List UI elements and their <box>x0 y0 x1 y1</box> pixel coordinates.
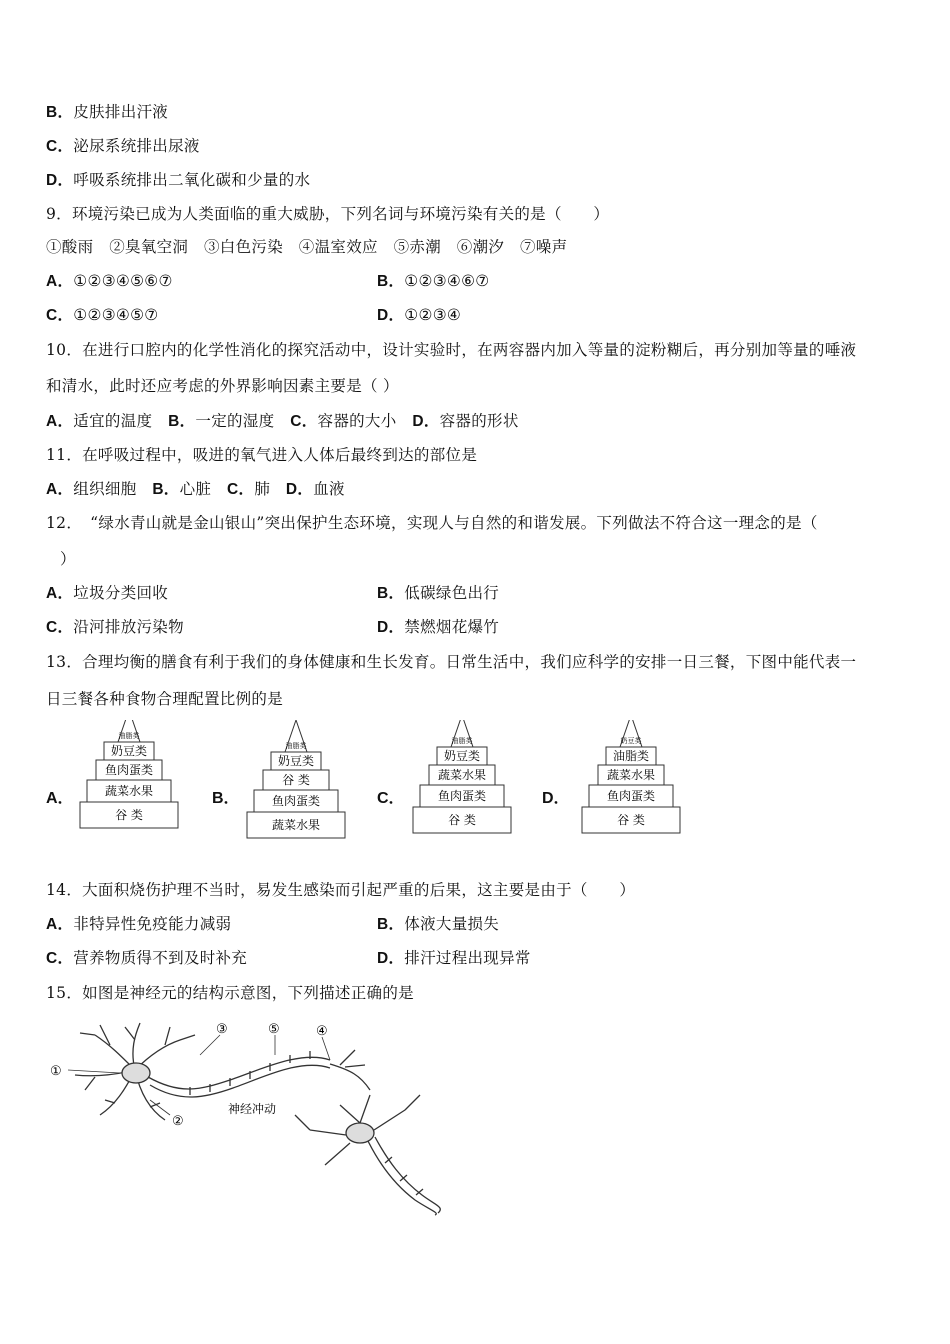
q9-option-d: D．①②③④ <box>377 306 462 324</box>
q8-option-c: C．泌尿系统排出尿液 <box>46 137 200 155</box>
pyramid-level-label: 油脂类 <box>451 737 473 745</box>
pyramid-level-label: 鱼肉蛋类 <box>104 763 154 777</box>
q10-stem-line2: 和清水，此时还应考虑的外界影响因素主要是（ ） <box>46 377 399 395</box>
pyramid-level-label: 鱼肉蛋类 <box>437 789 487 803</box>
q14-option-d: D．排汗过程出现异常 <box>377 949 531 967</box>
pyramid-level-label: 鱼肉蛋类 <box>271 794 321 808</box>
pyramid-a <box>80 720 178 828</box>
q9-options-row2 <box>46 305 462 326</box>
q15-stem: 15．如图是神经元的结构示意图，下列描述正确的是 <box>46 984 414 1002</box>
q12-stem-line1: 12． “绿水青山就是金山银山”突出保护生态环境，实现人与自然的和谐发展。下列做法不符合这一理念的是（ <box>46 514 818 532</box>
label-3: ③ <box>216 1022 228 1037</box>
label-4: ④ <box>316 1024 328 1039</box>
label-2: ② <box>172 1114 184 1129</box>
pyramid-level-label: 蔬菜水果 <box>437 768 487 782</box>
pyramid-level-label: 奶豆类 <box>277 754 315 768</box>
pyramid-level-label: 鱼肉蛋类 <box>606 789 656 803</box>
q14-stem: 14．大面积烧伤护理不当时，易发生感染而引起严重的后果，这主要是由于（ ） <box>46 881 636 899</box>
q9-option-c: C．①②③④⑤⑦ <box>46 306 159 324</box>
q9-option-b: B．①②③④⑥⑦ <box>377 272 490 290</box>
q14-option-c: C．营养物质得不到及时补充 <box>46 949 248 967</box>
q11-options: A．组织细胞 B．心脏 C．肺 D．血液 <box>46 480 345 498</box>
q14-options-row1 <box>46 914 500 935</box>
q14-option-a: A．非特异性免疫能力减弱 <box>46 915 232 933</box>
pyramid-a-label: A． <box>46 790 74 807</box>
pyramid-level-label: 蔬菜水果 <box>606 768 656 782</box>
q12-option-d: D．禁燃烟花爆竹 <box>377 618 500 636</box>
label-1: ① <box>50 1064 62 1079</box>
pyramid-c-label: C． <box>377 790 405 807</box>
q9-option-a: A．①②③④⑤⑥⑦ <box>46 272 173 290</box>
pyramid-b <box>247 720 345 838</box>
pyramid-level-label: 油脂类 <box>285 742 307 750</box>
q13-stem-line2: 日三餐各种食物合理配置比例的是 <box>46 690 284 708</box>
pyramid-level-label: 奶豆类 <box>620 737 642 745</box>
impulse-label: 神经冲动 <box>228 1102 277 1116</box>
q9-options-row1 <box>46 271 490 292</box>
q13-stem-line1: 13．合理均衡的膳食有利于我们的身体健康和生长发育。日常生活中，我们应科学的安排一日三餐，下图中能代表一 <box>46 653 857 671</box>
pyramid-level-label: 油脂类 <box>118 732 140 740</box>
food-pyramids <box>0 720 950 850</box>
q14-options-row2 <box>46 948 531 969</box>
pyramid-d <box>582 720 680 833</box>
neuron-diagram <box>40 1015 460 1225</box>
q8-option-b: B．皮肤排出汗液 <box>46 103 169 121</box>
q11-stem: 11．在呼吸过程中，吸进的氧气进入人体后最终到达的部位是 <box>46 446 478 464</box>
pyramid-c <box>413 720 511 833</box>
pyramid-level-label: 谷 类 <box>617 813 645 827</box>
pyramid-level-label: 奶豆类 <box>110 744 148 758</box>
q10-options: A．适宜的温度 B．一定的湿度 C．容器的大小 D．容器的形状 <box>46 412 519 430</box>
q9-stem: 9．环境污染已成为人类面临的重大威胁，下列名词与环境污染有关的是（ ） <box>46 205 610 223</box>
pyramid-level-label: 谷 类 <box>115 808 143 822</box>
label-5: ⑤ <box>268 1022 280 1037</box>
pyramid-level-label: 谷 类 <box>448 813 476 827</box>
pyramid-d-label: D． <box>542 790 570 807</box>
q12-option-c: C．沿河排放污染物 <box>46 618 184 636</box>
q8-option-d: D．呼吸系统排出二氧化碳和少量的水 <box>46 171 311 189</box>
pyramid-level-label: 蔬菜水果 <box>271 818 321 832</box>
q12-stem-line2: ） <box>60 550 76 568</box>
q12-option-a: A．垃圾分类回收 <box>46 584 169 602</box>
pyramid-level-label: 油脂类 <box>612 749 650 763</box>
pyramid-b-label: B． <box>212 790 240 807</box>
pyramid-level-label: 蔬菜水果 <box>104 784 154 798</box>
q12-options-row2 <box>46 617 500 638</box>
pyramid-level-label: 奶豆类 <box>443 749 481 763</box>
q10-stem-line1: 10．在进行口腔内的化学性消化的探究活动中，设计实验时，在两容器内加入等量的淀粉糊后，再分别加等量的唾液 <box>46 341 857 359</box>
q9-items: ①酸雨 ②臭氧空洞 ③白色污染 ④温室效应 ⑤赤潮 ⑥潮汐 ⑦噪声 <box>46 238 568 256</box>
pyramid-level-label: 谷 类 <box>282 773 310 787</box>
q14-option-b: B．体液大量损失 <box>377 915 500 933</box>
q12-option-b: B．低碳绿色出行 <box>377 584 500 602</box>
q12-options-row1 <box>46 583 500 604</box>
